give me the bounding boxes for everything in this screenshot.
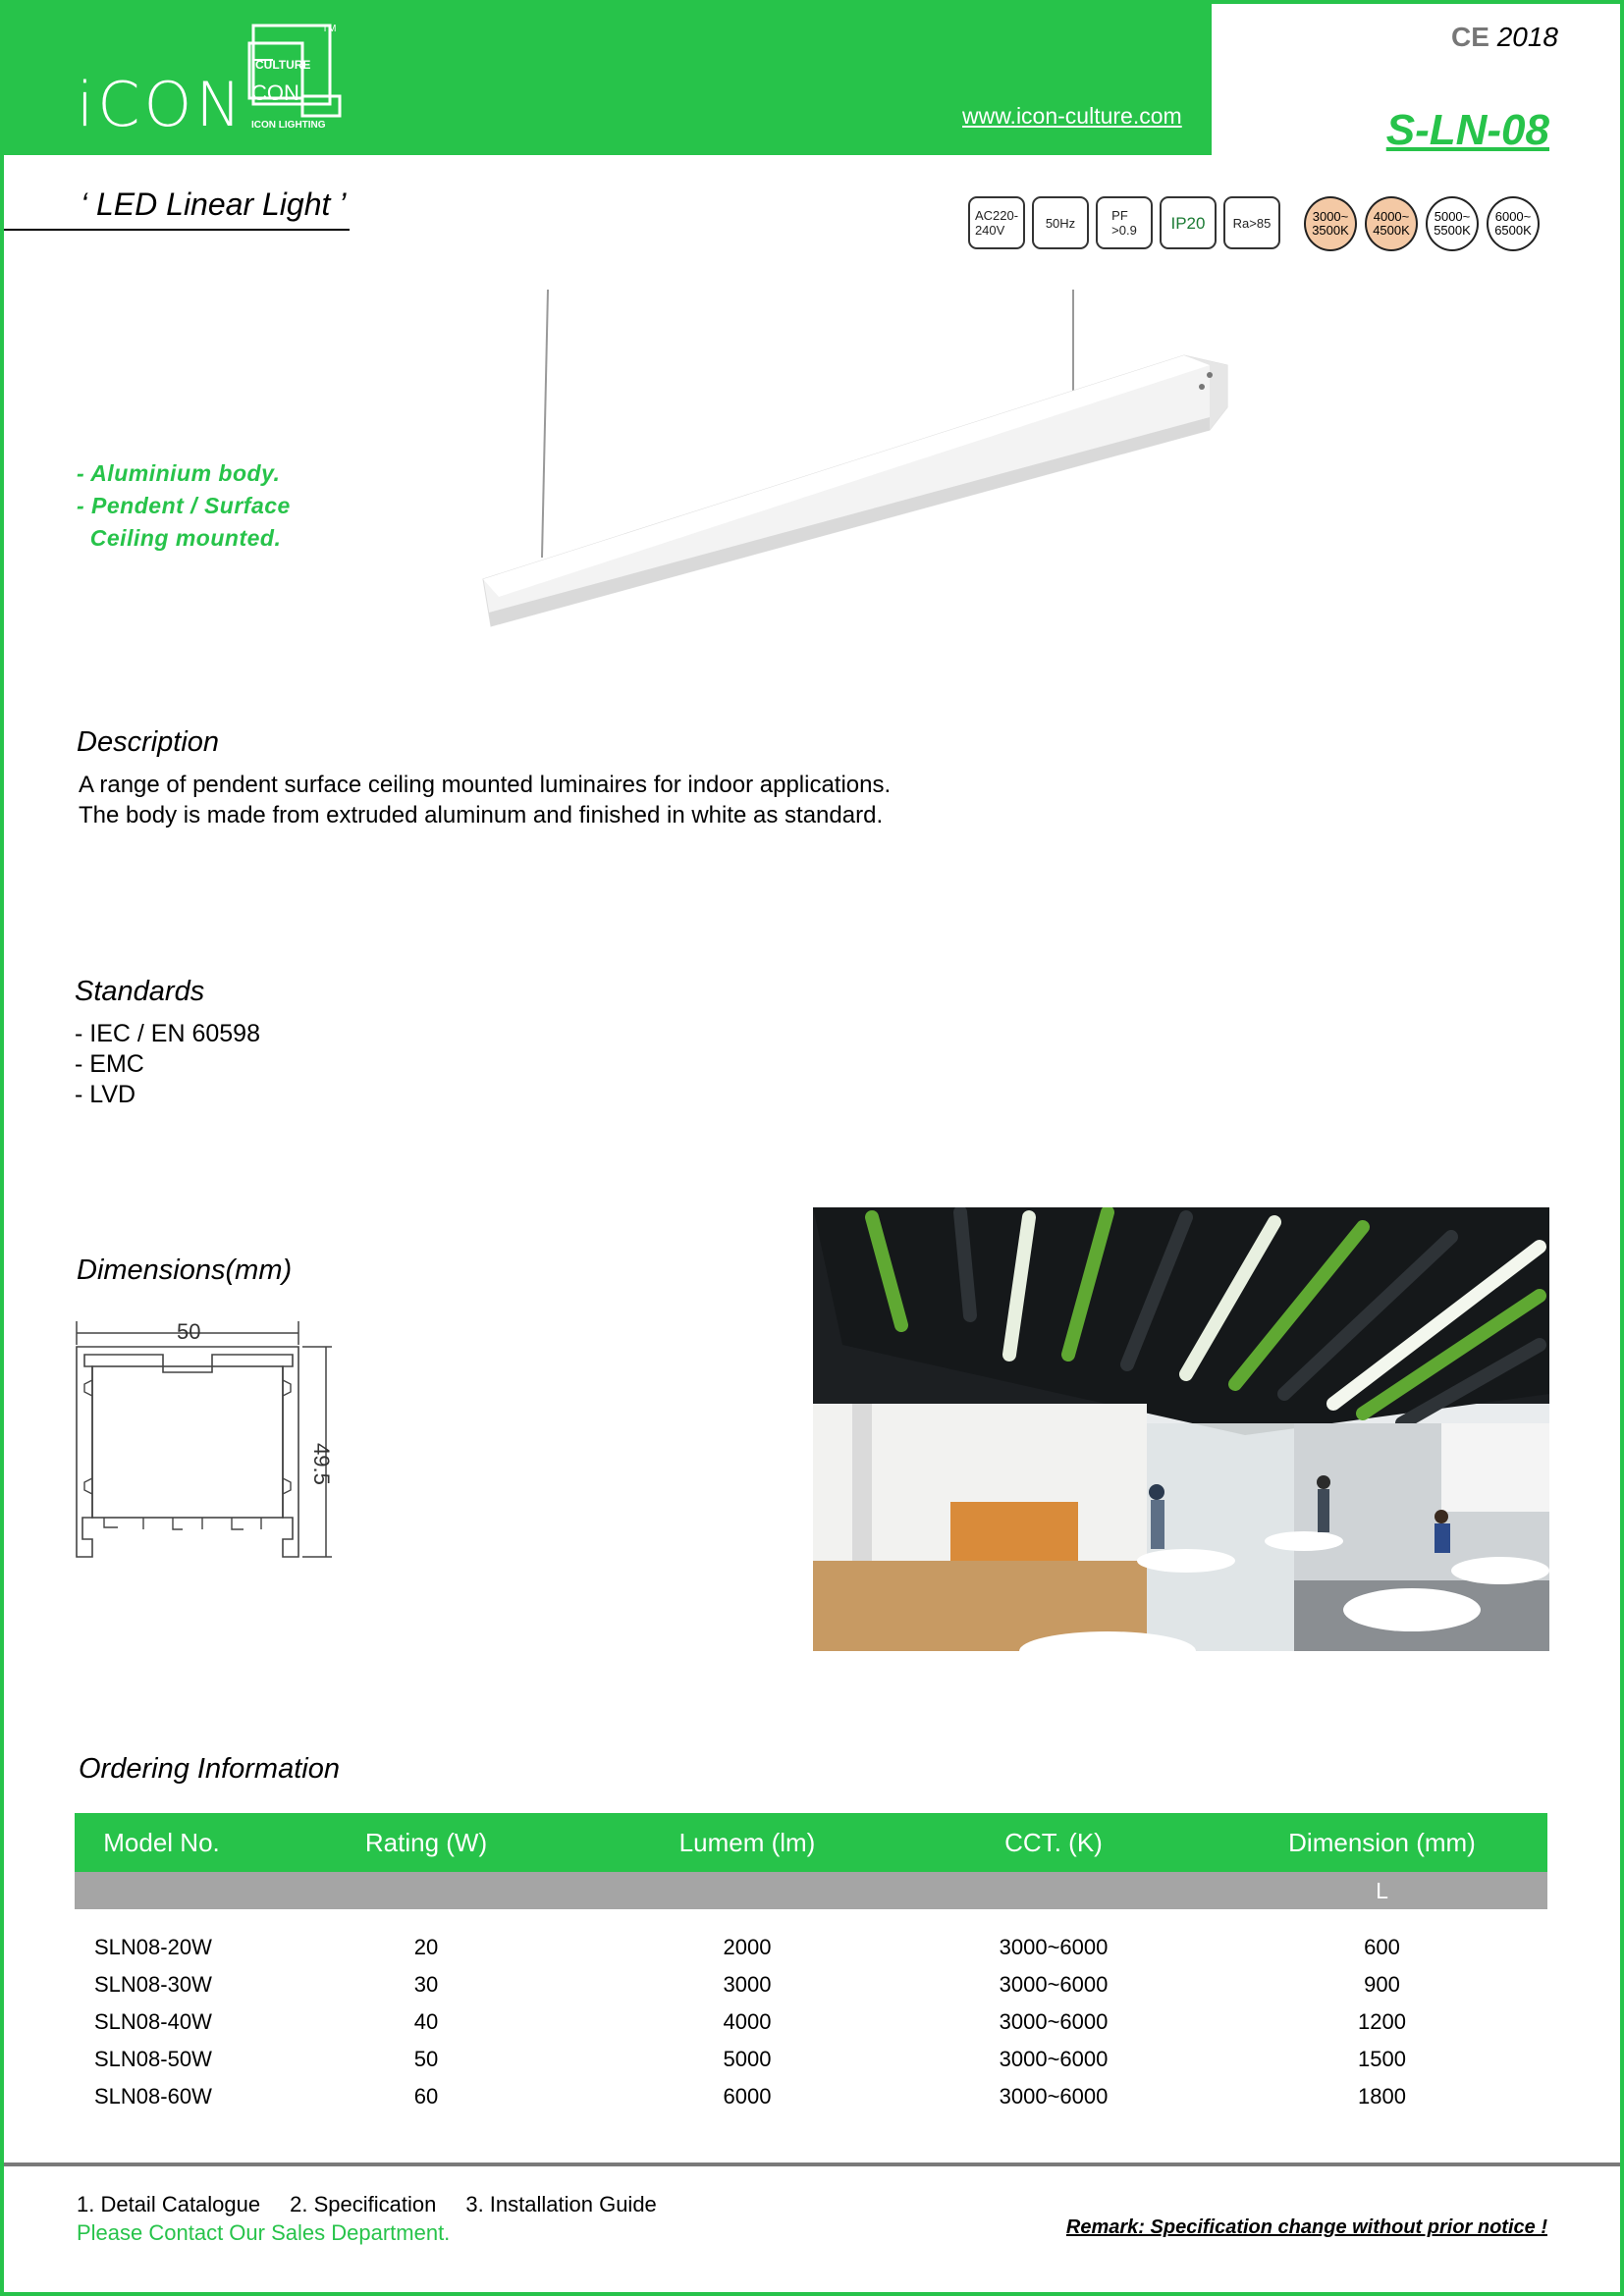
model-cell: SLN08-50W bbox=[94, 2047, 212, 2071]
cct-cell: 3000~6000 bbox=[999, 2009, 1109, 2034]
cct-cell: 3000~6000 bbox=[999, 1935, 1109, 1959]
standard-item: - LVD bbox=[75, 1081, 136, 1108]
footer-link-installation[interactable]: 3. Installation Guide bbox=[465, 2192, 657, 2216]
feature-list bbox=[77, 457, 291, 555]
cct-cell: 3000~6000 bbox=[999, 2047, 1109, 2071]
height-label: 49.5 bbox=[309, 1443, 334, 1485]
remark-note: Remark: Specification change without prior notice ! bbox=[1065, 2216, 1547, 2238]
description-text bbox=[79, 770, 891, 830]
product-title: ‘ LED Linear Light ’ bbox=[4, 187, 350, 231]
table-header-row bbox=[75, 1813, 1547, 1872]
cri-badge: Ra>85 bbox=[1223, 196, 1280, 249]
lumen-cell: 3000 bbox=[723, 1972, 772, 1997]
logo-mark-sub: ICON LIGHTING bbox=[251, 120, 326, 131]
ip-rating-badge: IP20 bbox=[1160, 196, 1217, 249]
description-heading: Description bbox=[77, 726, 220, 758]
lumen-cell: 2000 bbox=[723, 1935, 772, 1959]
dimension-cell: 900 bbox=[1364, 1972, 1400, 1997]
header-band bbox=[0, 0, 1212, 155]
footer-link-catalogue[interactable]: 1. Detail Catalogue bbox=[77, 2192, 261, 2216]
rating-cell: 30 bbox=[413, 1972, 439, 1997]
column-header: Model No. bbox=[75, 1813, 248, 1872]
cct-cell: 3000~6000 bbox=[999, 1972, 1109, 1997]
lumen-cell: 6000 bbox=[723, 2084, 772, 2109]
model-cell: SLN08-30W bbox=[94, 1972, 212, 1997]
cert-year bbox=[1451, 22, 1558, 53]
cct-3000-badge: 3000~ 3500K bbox=[1304, 196, 1357, 251]
model-code: S-LN-08 bbox=[1385, 106, 1549, 154]
profile-drawing bbox=[75, 1311, 350, 1567]
standards-list bbox=[75, 1019, 260, 1110]
rating-cell: 60 bbox=[413, 2084, 439, 2109]
logo-mark-icon bbox=[245, 22, 344, 132]
application-photo bbox=[813, 1207, 1549, 1651]
ordering-table bbox=[75, 1813, 1547, 2115]
width-label: 50 bbox=[177, 1319, 201, 1344]
table-subheader-row bbox=[75, 1872, 1547, 1909]
column-header: Lumem (lm) bbox=[604, 1813, 891, 1872]
cct-icons bbox=[1304, 196, 1540, 251]
standard-item: - IEC / EN 60598 bbox=[75, 1020, 260, 1047]
description-line: The body is made from extruded aluminum and finished in white as standard. bbox=[79, 802, 884, 828]
column-header: Dimension (mm) bbox=[1217, 1813, 1547, 1872]
frequency-badge: 50Hz bbox=[1032, 196, 1089, 249]
model-cell: SLN08-20W bbox=[94, 1935, 212, 1959]
contact-note: Please Contact Our Sales Department. bbox=[77, 2220, 451, 2245]
lumen-cell: 4000 bbox=[723, 2009, 772, 2034]
website-link[interactable]: www.icon-culture.com bbox=[962, 103, 1182, 129]
model-cell: SLN08-60W bbox=[94, 2084, 212, 2109]
cct-4000-badge: 4000~ 4500K bbox=[1365, 196, 1418, 251]
cct-cell: 3000~6000 bbox=[999, 2084, 1109, 2109]
dimension-cell: 1500 bbox=[1358, 2047, 1406, 2071]
footer-link-specification[interactable]: 2. Specification bbox=[290, 2192, 437, 2216]
dimension-cell: 1200 bbox=[1358, 2009, 1406, 2034]
feature-item: - Aluminium body. bbox=[77, 460, 281, 486]
table-row bbox=[75, 2041, 1547, 2078]
table-row bbox=[75, 2078, 1547, 2115]
rating-cell: 40 bbox=[413, 2009, 439, 2034]
spec-icons bbox=[968, 196, 1280, 249]
dimension-sub-label: L bbox=[1217, 1872, 1547, 1909]
voltage-badge: AC220- 240V bbox=[968, 196, 1025, 249]
column-header: Rating (W) bbox=[248, 1813, 604, 1872]
footer-divider bbox=[4, 2163, 1620, 2166]
logo-mark-line2: CON bbox=[251, 80, 299, 105]
footer-links bbox=[77, 2192, 657, 2217]
table-row bbox=[75, 1929, 1547, 1966]
cct-6000-badge: 6000~ 6500K bbox=[1487, 196, 1540, 251]
standard-item: - EMC bbox=[75, 1050, 144, 1078]
trademark: TM bbox=[322, 24, 337, 34]
power-factor-badge: PF >0.9 bbox=[1096, 196, 1153, 249]
dimensions-heading: Dimensions(mm) bbox=[77, 1255, 293, 1286]
cct-5000-badge: 5000~ 5500K bbox=[1426, 196, 1479, 251]
column-header: CCT. (K) bbox=[891, 1813, 1217, 1872]
rating-cell: 50 bbox=[413, 2047, 439, 2071]
dimension-cell: 1800 bbox=[1358, 2084, 1406, 2109]
logo-text: iCON bbox=[77, 69, 245, 140]
table-row bbox=[75, 2003, 1547, 2041]
feature-item: Ceiling mounted. bbox=[77, 525, 282, 551]
table-row bbox=[75, 1966, 1547, 2003]
feature-item: - Pendent / Surface bbox=[77, 493, 291, 518]
ordering-heading: Ordering Information bbox=[79, 1753, 340, 1785]
model-cell: SLN08-40W bbox=[94, 2009, 212, 2034]
logo-mark-line1: CULTURE bbox=[255, 58, 311, 72]
year: 2018 bbox=[1496, 22, 1558, 52]
product-image bbox=[471, 285, 1237, 638]
description-line: A range of pendent surface ceiling mounted luminaires for indoor applications. bbox=[79, 772, 892, 798]
lumen-cell: 5000 bbox=[723, 2047, 772, 2071]
ce-mark-icon: CE bbox=[1451, 22, 1489, 52]
rating-cell: 20 bbox=[413, 1935, 439, 1959]
dimension-cell: 600 bbox=[1364, 1935, 1400, 1959]
standards-heading: Standards bbox=[75, 976, 205, 1007]
